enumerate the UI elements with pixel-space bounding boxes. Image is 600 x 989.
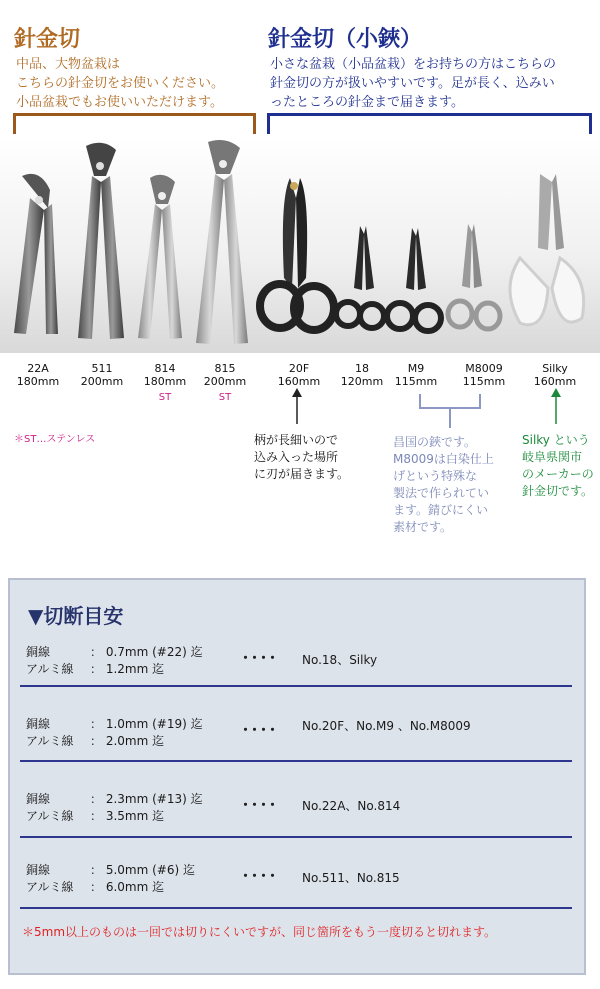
tool-size: 120mm	[340, 375, 384, 388]
alu-value: ： 1.2mm 迄	[90, 662, 165, 676]
copper-value: ： 1.0mm (#19) 迄	[90, 717, 203, 731]
left-section-text	[16, 55, 224, 112]
tool-name: 814	[154, 362, 176, 375]
note-line: げという特殊な	[393, 469, 478, 483]
right-bracket	[267, 113, 592, 134]
scissors-m8009-icon	[448, 224, 500, 329]
divider	[20, 760, 572, 762]
tool-label-511	[67, 362, 137, 388]
dots: ････	[242, 723, 278, 739]
right-line: ったところの針金まで届きます。	[270, 95, 464, 110]
product-photo	[0, 138, 600, 353]
arrow-up-green-icon	[549, 388, 563, 426]
tool-name: 22A	[27, 362, 49, 375]
cutter-814-icon	[138, 175, 182, 339]
st-mark: ST	[218, 392, 232, 403]
tool-label-m8009	[449, 362, 519, 388]
note-m9	[393, 434, 494, 536]
right-section-title: 針金切（小鋏）	[268, 27, 423, 52]
note-line: 柄が長細いので	[254, 433, 339, 447]
note-line: 込み入った場所	[254, 450, 339, 464]
alu-value: ： 3.5mm 迄	[90, 809, 165, 823]
left-line: 中品、大物盆栽は	[16, 57, 121, 72]
cutter-511-icon	[78, 143, 124, 339]
copper-label: 銅線	[26, 717, 51, 731]
tool-name: M8009	[465, 362, 503, 375]
scissors-m9-icon	[387, 228, 441, 331]
tool-label-silky	[520, 362, 590, 388]
tool-name: Silky	[542, 362, 568, 375]
footnote: ＊5mm以上のものは一回では切りにくいですが、同じ箇所をもう一度切ると切れます。	[22, 925, 497, 939]
cutter-815-icon	[196, 140, 248, 344]
alu-label: アルミ線	[26, 734, 74, 748]
right-line: 小さな盆栽（小品盆栽）をお持ちの方はこちらの	[270, 57, 557, 72]
dots: ････	[242, 869, 278, 885]
panel-title: ▼切断目安	[28, 604, 124, 628]
alu-label: アルミ線	[26, 662, 74, 676]
left-bracket	[13, 113, 256, 134]
tool-label-m9	[381, 362, 451, 388]
note-line: 素材です。	[393, 520, 453, 534]
left-line: 小品盆栽でもお使いいただけます。	[16, 95, 223, 110]
bracket-connector-icon	[414, 392, 492, 430]
spec-row-2	[26, 716, 203, 750]
note-line: に刃が届きます。	[254, 467, 350, 481]
cutter-22a-icon	[14, 174, 58, 334]
note-line: M8009は白染仕上	[393, 452, 494, 466]
cutting-guide-panel	[8, 578, 586, 975]
note-line: 針金切です。	[522, 484, 594, 498]
tool-size: 200mm	[80, 375, 124, 388]
note-20f	[254, 432, 349, 483]
note-line: 岐阜県関市	[522, 450, 583, 464]
tool-size: 115mm	[394, 375, 438, 388]
alu-label: アルミ線	[26, 809, 74, 823]
left-section-title: 針金切	[14, 27, 81, 52]
dots: ････	[242, 651, 278, 667]
note-line: のメーカーの	[522, 467, 594, 481]
tool-size: 180mm	[143, 375, 187, 388]
models: No.511、No.815	[302, 871, 400, 885]
tool-label-20f	[264, 362, 334, 388]
models: No.18、Silky	[302, 653, 378, 667]
tools-illustration	[0, 138, 600, 353]
spec-row-3	[26, 791, 203, 825]
st-mark: ST	[158, 392, 172, 403]
st-note: ＊ST…ステンレス	[14, 434, 96, 445]
spec-row-1	[26, 644, 203, 678]
copper-label: 銅線	[26, 792, 51, 806]
note-line: Silky という	[522, 433, 590, 447]
note-silky	[522, 432, 594, 500]
divider	[20, 907, 572, 909]
right-line: 針金切の方が扱いやすいです。足が長く、込みい	[270, 76, 555, 91]
copper-value: ： 5.0mm (#6) 迄	[90, 863, 195, 877]
note-line: 昌国の鋏です。	[393, 435, 477, 449]
alu-value: ： 2.0mm 迄	[90, 734, 165, 748]
tool-name: 20F	[288, 362, 310, 375]
tool-size: 115mm	[462, 375, 506, 388]
tool-size: 160mm	[277, 375, 321, 388]
divider	[20, 685, 572, 687]
tool-label-815	[190, 362, 260, 388]
tool-label-22a	[3, 362, 73, 388]
right-section-text	[270, 55, 556, 112]
tool-name: 18	[355, 362, 369, 375]
note-line: 製法で作られてい	[393, 486, 490, 500]
spec-row-4	[26, 862, 195, 896]
tool-name: 815	[214, 362, 236, 375]
tool-size: 200mm	[203, 375, 247, 388]
copper-value: ： 2.3mm (#13) 迄	[90, 792, 203, 806]
divider	[20, 836, 572, 838]
scissors-20f-icon	[260, 178, 334, 330]
alu-label: アルミ線	[26, 880, 74, 894]
tool-size: 180mm	[16, 375, 60, 388]
models: No.22A、No.814	[302, 799, 401, 813]
scissors-silky-icon	[510, 174, 584, 325]
left-line: こちらの針金切をお使いください。	[16, 76, 225, 91]
alu-value: ： 6.0mm 迄	[90, 880, 165, 894]
models: No.20F、No.M9 、No.M8009	[302, 719, 471, 733]
copper-value: ： 0.7mm (#22) 迄	[90, 645, 203, 659]
scissors-18-icon	[336, 226, 384, 328]
tool-size: 160mm	[533, 375, 577, 388]
tool-name: 511	[91, 362, 113, 375]
dots: ････	[242, 798, 278, 814]
tool-name: M9	[407, 362, 425, 375]
arrow-up-icon	[290, 388, 304, 426]
copper-label: 銅線	[26, 645, 51, 659]
copper-label: 銅線	[26, 863, 51, 877]
note-line: ます。錆びにくい	[393, 503, 489, 517]
